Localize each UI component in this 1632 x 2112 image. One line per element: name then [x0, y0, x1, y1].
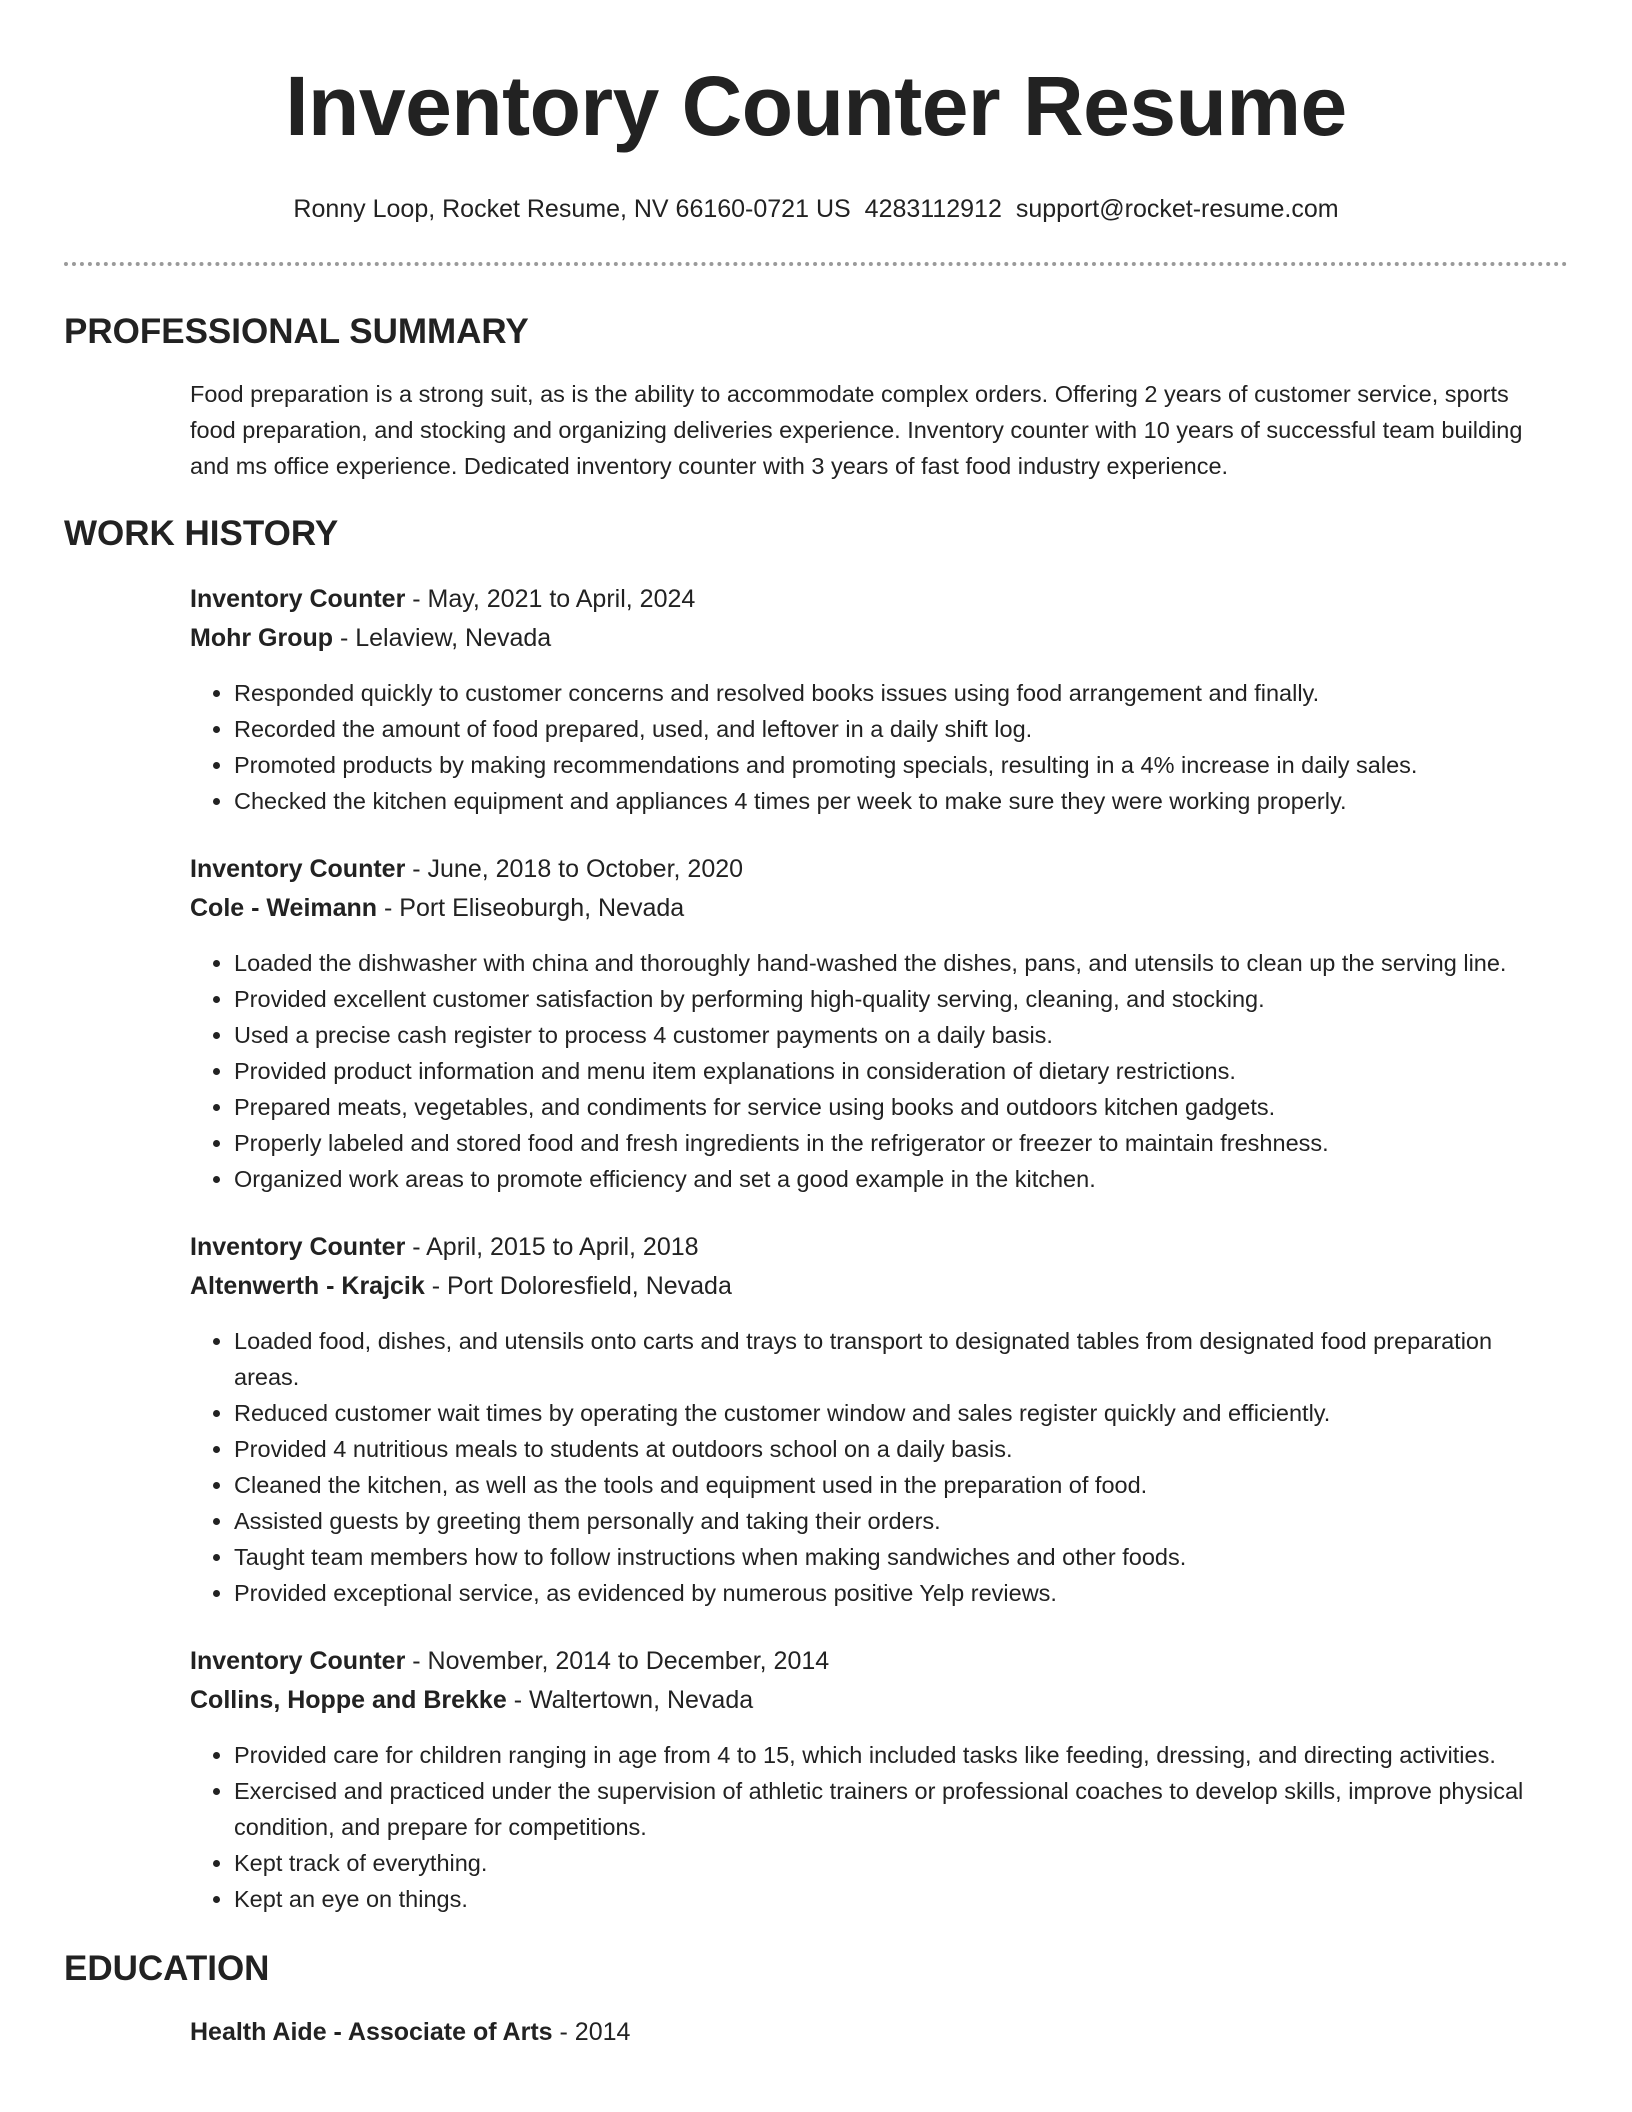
job-duty: • Taught team members how to follow instructions when making sandwiches and other foods.	[234, 1539, 1538, 1575]
job-duty: • Cleaned the kitchen, as well as the tools and equipment used in the preparation of food.	[234, 1467, 1538, 1503]
header-divider	[64, 262, 1568, 266]
job-duty: • Responded quickly to customer concerns and resolved books issues using food arrangement and finally.	[234, 675, 1538, 711]
job-duty: • Kept track of everything.	[234, 1845, 1538, 1881]
job-entry	[190, 580, 1538, 819]
job-location: - Waltertown, Nevada	[506, 1686, 754, 1714]
contact-phone: 4283112912	[864, 195, 1002, 223]
job-duty: • Provided excellent customer satisfaction by performing high-quality serving, cleaning, and stocking.	[234, 981, 1538, 1017]
job-duty: • Assisted guests by greeting them personally and taking their orders.	[234, 1503, 1538, 1539]
job-title-line	[190, 1228, 1538, 1267]
job-duty: • Properly labeled and stored food and fresh ingredients in the refrigerator or freezer to maintain freshness.	[234, 1125, 1538, 1161]
job-dates: - November, 2014 to December, 2014	[405, 1647, 830, 1675]
job-dates: - May, 2021 to April, 2024	[405, 585, 696, 613]
job-duty: • Loaded food, dishes, and utensils onto carts and trays to transport to designated tables from designated food preparation areas.	[234, 1323, 1538, 1395]
education-degree: Health Aide - Associate of Arts	[190, 2018, 553, 2046]
job-duties	[190, 675, 1538, 819]
job-company-line	[190, 889, 1538, 928]
job-duty: • Recorded the amount of food prepared, used, and leftover in a daily shift log.	[234, 711, 1538, 747]
job-title-line	[190, 850, 1538, 889]
job-duty: • Reduced customer wait times by operating the customer window and sales register quickly and efficiently.	[234, 1395, 1538, 1431]
job-duties	[190, 945, 1538, 1197]
contact-email: support@rocket-resume.com	[1015, 195, 1339, 223]
job-entry	[190, 1228, 1538, 1611]
contact-address: Ronny Loop, Rocket Resume, NV 66160-0721 US	[293, 195, 851, 223]
job-title-line	[190, 580, 1538, 619]
job-entry	[190, 1642, 1538, 1917]
job-duty: • Promoted products by making recommendations and promoting specials, resulting in a 4% increase in daily sales.	[234, 747, 1538, 783]
job-duty: • Prepared meats, vegetables, and condiments for service using books and outdoors kitchen gadgets.	[234, 1089, 1538, 1125]
job-company-line	[190, 619, 1538, 658]
work-history-heading: WORK HISTORY	[64, 514, 339, 553]
job-title: Inventory Counter	[190, 1233, 406, 1261]
job-duties	[190, 1323, 1538, 1611]
job-company-line	[190, 1681, 1538, 1720]
job-duty: • Provided 4 nutritious meals to students at outdoors school on a daily basis.	[234, 1431, 1538, 1467]
job-dates: - June, 2018 to October, 2020	[405, 855, 744, 883]
job-duties	[190, 1737, 1538, 1917]
job-title-line	[190, 1642, 1538, 1681]
job-duty: • Provided care for children ranging in age from 4 to 15, which included tasks like feeding, dressing, and directing activities.	[234, 1737, 1538, 1773]
job-company: Mohr Group	[190, 624, 334, 652]
job-location: - Port Doloresfield, Nevada	[424, 1272, 732, 1300]
job-duty: • Loaded the dishwasher with china and thoroughly hand-washed the dishes, pans, and utensils to clean up the serving line.	[234, 945, 1538, 981]
job-company: Cole - Weimann	[190, 894, 378, 922]
education-year: - 2014	[552, 2018, 631, 2046]
job-company-line	[190, 1267, 1538, 1306]
job-duty: • Organized work areas to promote efficiency and set a good example in the kitchen.	[234, 1161, 1538, 1197]
job-company: Collins, Hoppe and Brekke	[190, 1686, 507, 1714]
job-title: Inventory Counter	[190, 585, 406, 613]
job-location: - Lelaview, Nevada	[333, 624, 552, 652]
education-list	[64, 2013, 1568, 2052]
job-title: Inventory Counter	[190, 855, 406, 883]
job-duty: • Kept an eye on things.	[234, 1881, 1538, 1917]
job-title: Inventory Counter	[190, 1647, 406, 1675]
job-location: - Port Eliseoburgh, Nevada	[377, 894, 685, 922]
education-entry	[190, 2013, 1538, 2052]
contact-line	[64, 194, 1568, 224]
summary-text: Food preparation is a strong suit, as is the ability to accommodate complex orders. Offering 2 years of customer service, sports food preparation, and stocking and organizing deliveries experience. Inventory counter with 10 years of successful team building and ms office experience. Dedicated inventory counter with 3 years of fast food industry experience.	[190, 381, 1523, 479]
resume-title: Inventory Counter Resume	[285, 59, 1347, 153]
job-duty: • Exercised and practiced under the supervision of athletic trainers or professional coaches to develop skills, improve physical condition, and prepare for competitions.	[234, 1773, 1538, 1845]
job-company: Altenwerth - Krajcik	[190, 1272, 425, 1300]
job-duty: • Provided product information and menu item explanations in consideration of dietary restrictions.	[234, 1053, 1538, 1089]
education-heading: EDUCATION	[64, 1949, 270, 1988]
job-dates: - April, 2015 to April, 2018	[405, 1233, 699, 1261]
work-history-list	[64, 580, 1568, 1917]
job-duty: • Used a precise cash register to process 4 customer payments on a daily basis.	[234, 1017, 1538, 1053]
job-duty: • Provided exceptional service, as evidenced by numerous positive Yelp reviews.	[234, 1575, 1538, 1611]
job-entry	[190, 850, 1538, 1197]
job-duty: • Checked the kitchen equipment and appliances 4 times per week to make sure they were working properly.	[234, 783, 1538, 819]
summary-heading: PROFESSIONAL SUMMARY	[64, 312, 529, 351]
